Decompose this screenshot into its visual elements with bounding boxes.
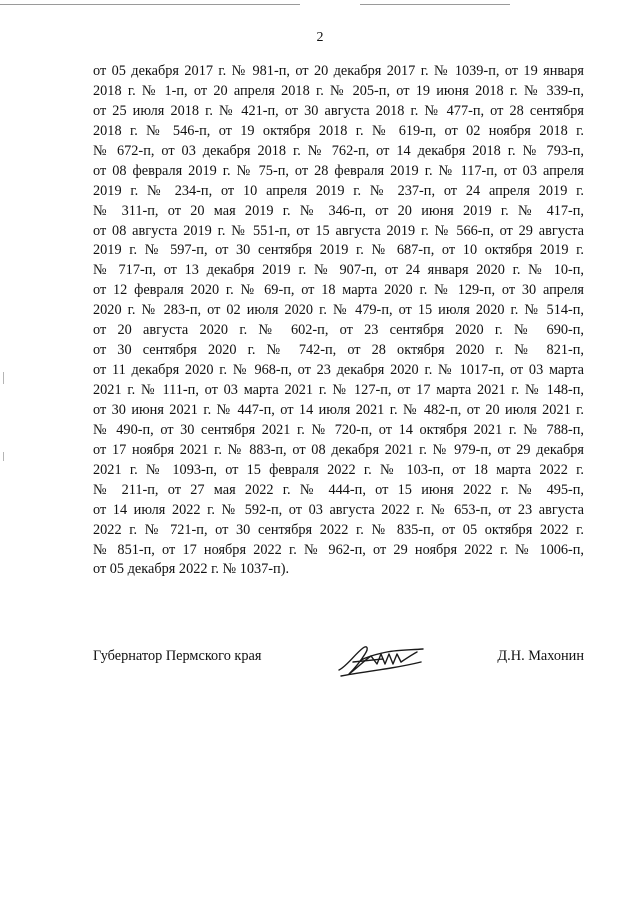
- body-line: № 211-п, от 27 мая 2022 г. № 444-п, от 15 июня 2022 г. № 495-п,: [93, 481, 584, 498]
- body-line: 2022 г. № 721-п, от 30 сентября 2022 г. № 835-п, от 05 октября 2022 г.: [93, 521, 584, 538]
- body-line: от 14 июля 2022 г. № 592-п, от 03 августа 2022 г. № 653-п, от 23 августа: [93, 501, 584, 518]
- body-line: от 20 августа 2020 г. № 602-п, от 23 сентября 2020 г. № 690-п,: [93, 322, 584, 339]
- scan-edge-mark-upper: [3, 372, 4, 384]
- body-line: от 05 декабря 2022 г. № 1037-п).: [93, 561, 290, 578]
- body-line: от 30 июня 2021 г. № 447-п, от 14 июля 2021 г. № 482-п, от 20 июля 2021 г.: [93, 401, 584, 418]
- body-line: № 490-п, от 30 сентября 2021 г. № 720-п, от 14 октября 2021 г. № 788-п,: [93, 421, 584, 438]
- body-line: от 08 августа 2019 г. № 551-п, от 15 августа 2019 г. № 566-п, от 29 августа: [93, 222, 584, 239]
- body-line: 2019 г. № 597-п, от 30 сентября 2019 г. № 687-п, от 10 октября 2019 г.: [93, 242, 584, 259]
- body-line: от 12 февраля 2020 г. № 69-п, от 18 марта 2020 г. № 129-п, от 30 апреля: [93, 282, 584, 299]
- body-line: 2018 г. № 546-п, от 19 октября 2018 г. № 619-п, от 02 ноября 2018 г.: [93, 122, 584, 139]
- signature-icon: [333, 640, 433, 682]
- body-line: 2018 г. № 1-п, от 20 апреля 2018 г. № 205-п, от 19 июня 2018 г. № 339-п,: [93, 82, 584, 99]
- body-line: 2021 г. № 111-п, от 03 марта 2021 г. № 127-п, от 17 марта 2021 г. № 148-п,: [93, 382, 584, 398]
- body-line: от 30 сентября 2020 г. № 742-п, от 28 октября 2020 г. № 821-п,: [93, 342, 584, 359]
- body-line: № 672-п, от 03 декабря 2018 г. № 762-п, от 14 декабря 2018 г. № 793-п,: [93, 142, 584, 159]
- body-line: от 25 июля 2018 г. № 421-п, от 30 августа 2018 г. № 477-п, от 28 сентября: [93, 102, 584, 119]
- top-scan-line-left: [0, 4, 300, 5]
- body-line: № 717-п, от 13 декабря 2019 г. № 907-п, от 24 января 2020 г. № 10-п,: [93, 262, 584, 279]
- body-line: 2020 г. № 283-п, от 02 июля 2020 г. № 479-п, от 15 июля 2020 г. № 514-п,: [93, 302, 584, 319]
- body-line: от 17 ноября 2021 г. № 883-п, от 08 декабря 2021 г. № 979-п, от 29 декабря: [93, 441, 584, 458]
- top-scan-line-right: [360, 4, 510, 5]
- signer-name: Д.Н. Махонин: [497, 648, 584, 664]
- body-line: от 11 декабря 2020 г. № 968-п, от 23 декабря 2020 г. № 1017-п, от 03 марта: [93, 362, 584, 379]
- page-number: 2: [316, 30, 324, 45]
- document-body: [93, 62, 584, 580]
- body-line: № 851-п, от 17 ноября 2022 г. № 962-п, от 29 ноября 2022 г. № 1006-п,: [93, 541, 584, 558]
- body-line: от 08 февраля 2019 г. № 75-п, от 28 февраля 2019 г. № 117-п, от 03 апреля: [93, 162, 584, 179]
- signature-block: [93, 648, 584, 688]
- body-line: от 05 декабря 2017 г. № 981-п, от 20 декабря 2017 г. № 1039-п, от 19 января: [93, 63, 584, 79]
- signer-position: Губернатор Пермского края: [93, 648, 262, 664]
- scan-edge-mark-lower: [3, 452, 4, 461]
- body-line: 2019 г. № 234-п, от 10 апреля 2019 г. № 237-п, от 24 апреля 2019 г.: [93, 182, 584, 199]
- body-line: 2021 г. № 1093-п, от 15 февраля 2022 г. № 103-п, от 18 марта 2022 г.: [93, 461, 584, 478]
- body-line: № 311-п, от 20 мая 2019 г. № 346-п, от 20 июня 2019 г. № 417-п,: [93, 202, 584, 219]
